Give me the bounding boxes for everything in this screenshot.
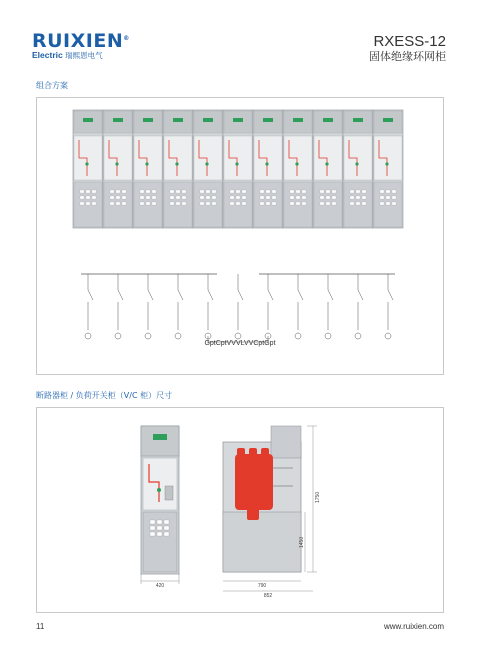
vent-slot	[260, 196, 264, 199]
vent-slot	[152, 202, 156, 205]
vent-slot	[296, 196, 300, 199]
vent-slot	[332, 196, 336, 199]
switch-blade	[238, 290, 243, 300]
mimic-panel	[164, 136, 192, 180]
vent-slot	[92, 202, 96, 205]
switch-blade	[118, 290, 123, 300]
vent-slot	[392, 190, 396, 193]
vent-slot	[80, 196, 84, 199]
vent-slot	[362, 190, 366, 193]
status-indicator	[83, 118, 93, 122]
vent-slot	[170, 202, 174, 205]
vent-slot	[380, 190, 384, 193]
dimensions-box	[36, 407, 444, 613]
vent-slot	[116, 190, 120, 193]
cable-terminal	[145, 333, 151, 339]
vent-slot	[110, 202, 114, 205]
vent-slot	[116, 202, 120, 205]
vent-slot	[290, 202, 294, 205]
section-title-dimensions: 断路器柜 / 负荷开关柜（V/C 柜）尺寸	[36, 391, 173, 400]
lower-height-dim: 1450	[299, 536, 305, 548]
vent-slot	[86, 196, 90, 199]
vent-slot	[290, 190, 294, 193]
cable-terminal	[175, 333, 181, 339]
vent-slot	[152, 196, 156, 199]
vent-slot	[146, 196, 150, 199]
vent-slot	[302, 190, 306, 193]
cable-terminal	[355, 333, 361, 339]
status-indicator	[203, 118, 213, 122]
switch-blade	[388, 290, 393, 300]
vent-slot	[86, 190, 90, 193]
switch-blade	[148, 290, 153, 300]
vent-slot	[380, 196, 384, 199]
total-depth-dim: 852	[263, 593, 273, 599]
vent-slot	[182, 190, 186, 193]
switch-blade	[328, 290, 333, 300]
vent-slot	[386, 202, 390, 205]
vent-slot	[266, 202, 270, 205]
status-indicator	[323, 118, 333, 122]
cable-terminal	[325, 333, 331, 339]
mimic-panel	[374, 136, 402, 180]
vent-slot	[242, 196, 246, 199]
vent-slot	[380, 202, 384, 205]
mimic-panel	[314, 136, 342, 180]
mimic-panel	[254, 136, 282, 180]
switch-indicator	[205, 162, 208, 165]
vent-slot	[116, 196, 120, 199]
dimension-drawing	[37, 408, 443, 612]
status-indicator	[173, 118, 183, 122]
inner-depth-dim: 790	[257, 583, 267, 589]
vent-slot	[260, 190, 264, 193]
cable-terminal	[115, 333, 121, 339]
switchgear-lineup	[37, 98, 443, 238]
status-indicator	[293, 118, 303, 122]
vent-slot	[200, 190, 204, 193]
cable-terminal	[295, 333, 301, 339]
brand-sub-cn: 瑞熙恩电气	[65, 51, 103, 60]
vent-slot	[176, 190, 180, 193]
vent-slot	[206, 202, 210, 205]
vent-slot	[200, 202, 204, 205]
switch-indicator	[115, 162, 118, 165]
vent-slot	[152, 190, 156, 193]
vent-slot	[92, 190, 96, 193]
vent-slot	[266, 196, 270, 199]
switch-blade	[268, 290, 273, 300]
vent-slot	[206, 196, 210, 199]
vent-slot	[386, 196, 390, 199]
single-line-diagram	[37, 270, 443, 360]
switch-indicator	[157, 488, 161, 492]
vent-slot	[260, 202, 264, 205]
status-indicator	[143, 118, 153, 122]
vent-slot	[236, 190, 240, 193]
vent-slot	[122, 202, 126, 205]
vent-slot	[122, 190, 126, 193]
vent-slot	[320, 190, 324, 193]
vent-slot	[362, 196, 366, 199]
vent-slot	[302, 196, 306, 199]
vent-slot	[386, 190, 390, 193]
vent-slot	[362, 202, 366, 205]
brand-sub-en: Electric	[32, 50, 63, 60]
vent-slot	[182, 202, 186, 205]
vent-slot	[350, 202, 354, 205]
vent-slot	[170, 196, 174, 199]
status-indicator	[113, 118, 123, 122]
switch-blade	[298, 290, 303, 300]
status-indicator	[353, 118, 363, 122]
page-number: 11	[36, 622, 45, 631]
switch-indicator	[175, 162, 178, 165]
title-block	[369, 34, 446, 64]
vent-slot	[356, 190, 360, 193]
vent-slot	[320, 196, 324, 199]
vent-slot	[392, 202, 396, 205]
vent-slot	[140, 196, 144, 199]
vent-slot	[326, 196, 330, 199]
vent-slot	[212, 196, 216, 199]
solid-insulation-unit	[235, 448, 273, 520]
status-indicator	[263, 118, 273, 122]
vent-slot	[176, 202, 180, 205]
website-url: www.ruixien.com	[383, 622, 444, 631]
vent-slot	[326, 190, 330, 193]
switch-indicator	[145, 162, 148, 165]
vent-slot	[230, 190, 234, 193]
vent-slot	[110, 196, 114, 199]
vent-slot	[332, 202, 336, 205]
company-logo	[32, 32, 162, 62]
switch-indicator	[385, 162, 388, 165]
vent-slot	[212, 202, 216, 205]
front-width-dim: 420	[155, 583, 165, 589]
vent-slot	[350, 196, 354, 199]
mimic-panel	[224, 136, 252, 180]
mimic-panel	[74, 136, 102, 180]
vent-slot	[182, 196, 186, 199]
vent-slot	[302, 202, 306, 205]
vent-slot	[200, 196, 204, 199]
vent-slot	[326, 202, 330, 205]
vent-slot	[332, 190, 336, 193]
vent-slot	[92, 196, 96, 199]
switch-blade	[88, 290, 93, 300]
vent-slot	[350, 190, 354, 193]
vent-slot	[212, 190, 216, 193]
total-height-dim: 1750	[315, 491, 321, 503]
vent-slot	[296, 190, 300, 193]
status-indicator	[233, 118, 243, 122]
vent-slot	[140, 202, 144, 205]
mimic-panel	[284, 136, 312, 180]
model-number: RXESS-12	[373, 33, 446, 50]
vent-slot	[272, 190, 276, 193]
switch-blade	[208, 290, 213, 300]
vent-slot	[296, 202, 300, 205]
vent-slot	[176, 196, 180, 199]
vent-slot	[230, 202, 234, 205]
vent-slot	[290, 196, 294, 199]
vent-slot	[170, 190, 174, 193]
vent-slot	[206, 190, 210, 193]
registered-mark: ®	[123, 35, 130, 42]
switch-blade	[358, 290, 363, 300]
product-name: 固体绝缘环网柜	[369, 50, 446, 63]
vent-slot	[236, 202, 240, 205]
mimic-panel	[104, 136, 132, 180]
vent-slot	[80, 190, 84, 193]
switch-indicator	[295, 162, 298, 165]
vent-slot	[356, 196, 360, 199]
vent-slot	[392, 196, 396, 199]
side-view-cabinet	[223, 426, 321, 599]
vent-slot	[146, 190, 150, 193]
vent-slot	[140, 190, 144, 193]
vent-slot	[272, 196, 276, 199]
cable-terminal	[85, 333, 91, 339]
switch-indicator	[235, 162, 238, 165]
mimic-panel	[194, 136, 222, 180]
vent-slot	[242, 202, 246, 205]
switch-indicator	[85, 162, 88, 165]
vent-slot	[110, 190, 114, 193]
switch-indicator	[325, 162, 328, 165]
switch-blade	[178, 290, 183, 300]
status-indicator	[383, 118, 393, 122]
cable-terminal	[235, 333, 241, 339]
front-view-cabinet	[141, 426, 179, 589]
vent-slot	[146, 202, 150, 205]
vent-slot	[272, 202, 276, 205]
lineup-caption: GptCptVVVLVVCptGpt	[204, 340, 276, 347]
vent-slot	[236, 196, 240, 199]
section-title-scheme: 组合方案	[36, 81, 68, 90]
vent-slot	[356, 202, 360, 205]
vent-slot	[80, 202, 84, 205]
switch-indicator	[265, 162, 268, 165]
cable-terminal	[385, 333, 391, 339]
switch-indicator	[355, 162, 358, 165]
brand-name: RUIXIEN	[32, 30, 124, 52]
status-indicator-panel	[153, 434, 167, 440]
vent-slot	[242, 190, 246, 193]
vent-slot	[230, 196, 234, 199]
scheme-box	[36, 97, 444, 375]
mimic-panel	[344, 136, 372, 180]
vent-slot	[122, 196, 126, 199]
vent-slot	[86, 202, 90, 205]
mimic-panel	[134, 136, 162, 180]
vent-slot	[320, 202, 324, 205]
vent-slot	[266, 190, 270, 193]
